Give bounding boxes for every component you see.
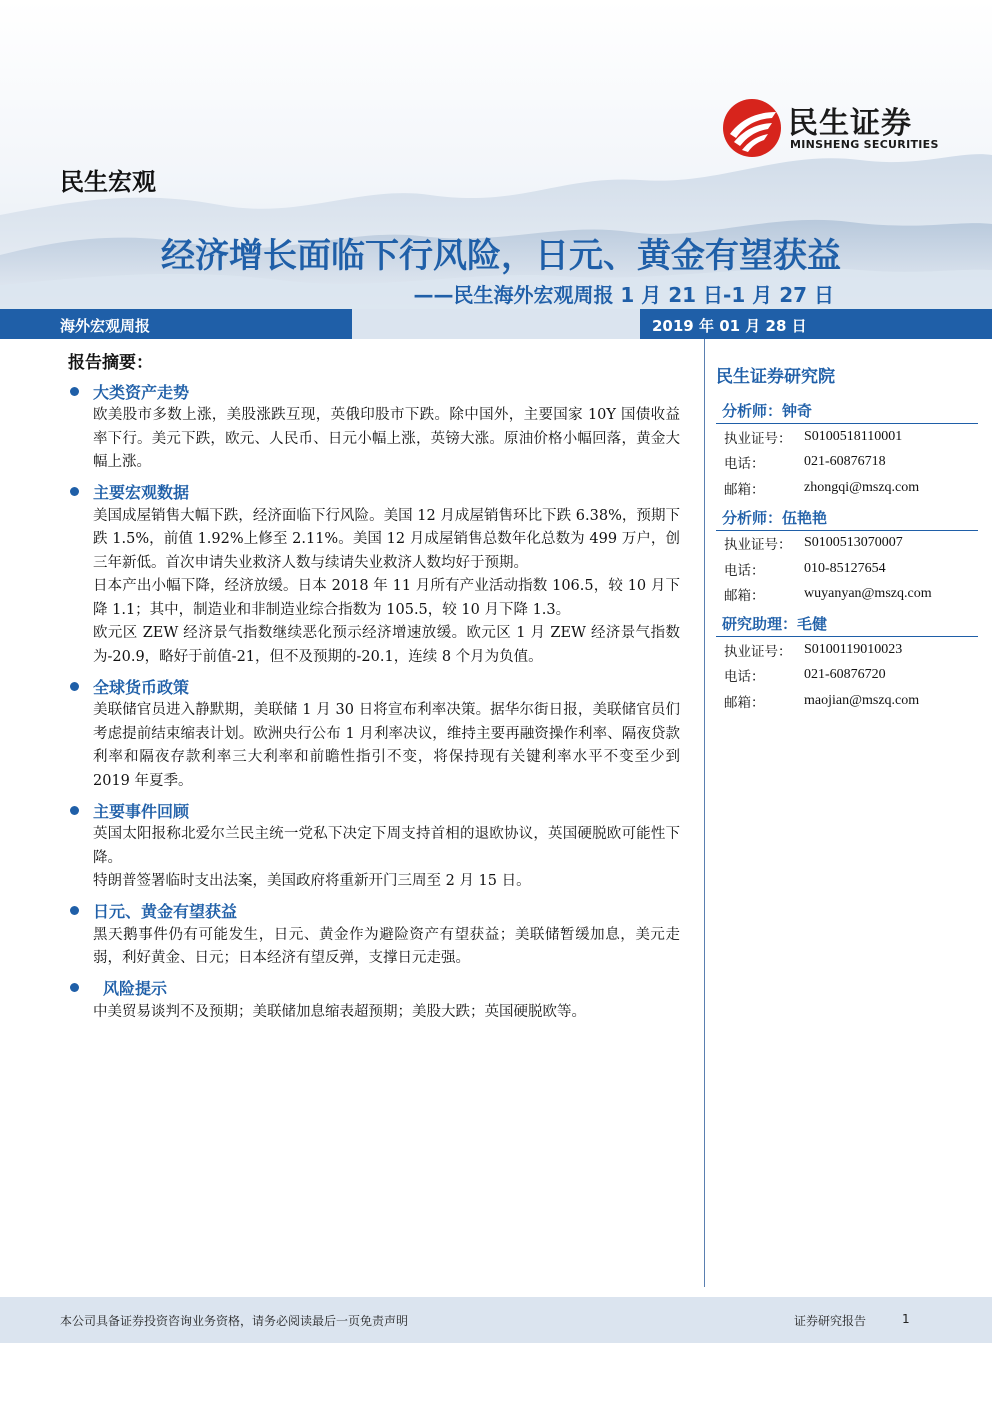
section-tag: 民生宏观 <box>60 168 156 196</box>
report-subtitle: ——民生海外宏观周报 1 月 21 日-1 月 27 日 <box>413 283 834 307</box>
section-paragraph: 黑天鹅事件仍有可能发生，日元、黄金作为避险资产有望获益；美联储暂缓加息，美元走弱，利好黄金、日元；日本经济有望反弹，支撑日元走强。 <box>93 926 680 966</box>
section-header <box>64 378 680 404</box>
info-value: 010-85127654 <box>804 560 886 576</box>
info-value: 021-60876718 <box>804 454 886 470</box>
analyst-info-row <box>716 475 978 501</box>
band-middle-block <box>352 309 640 339</box>
info-value: zhongqi@mszq.com <box>804 479 920 495</box>
section-header <box>64 797 680 823</box>
section-paragraph: 日本产出小幅下降，经济放缓。日本 2018 年 11 月所有产业活动指数 106.5，较 10 月下降 1.1；其中，制造业和非制造业综合指数为 105.5，较 10 月下降 1.3。 <box>93 578 680 618</box>
section-title: 日元、黄金有望获益 <box>93 902 238 921</box>
info-value: S0100518110001 <box>804 428 903 444</box>
section-title: 主要宏观数据 <box>93 483 190 502</box>
summary-section <box>64 898 680 971</box>
report-category: 海外宏观周报 <box>60 317 151 335</box>
section-header <box>64 479 680 505</box>
summary-content <box>64 378 680 1028</box>
section-paragraph: 美联储官员进入静默期，美联储 1 月 30 日将宣布利率决策。据华尔街日报，美联储官员们考虑提前结束缩表计划。欧洲央行公布 1 月利率决议，维持主要再融资操作利率、隔夜贷款利率和隔夜存款利率三大利率和前瞻性指引不变，将保持现有关键利率水平不变至少到 2019 年夏季。 <box>93 702 680 789</box>
info-key: 电话： <box>724 669 765 686</box>
analyst-info-row <box>716 450 978 476</box>
summary-section <box>64 797 680 894</box>
column-divider <box>704 339 705 1287</box>
minsheng-logo-icon <box>722 98 782 158</box>
info-key: 邮箱： <box>724 481 765 498</box>
info-key: 电话： <box>724 562 765 579</box>
info-value: maojian@mszq.com <box>804 692 920 708</box>
section-header <box>64 898 680 924</box>
analyst-card <box>716 611 978 714</box>
section-header <box>64 673 680 699</box>
info-key: 邮箱： <box>724 588 765 605</box>
info-key: 执业证号： <box>724 537 792 554</box>
page-number: 1 <box>902 1312 910 1326</box>
analyst-info-row <box>716 688 978 714</box>
footer-disclaimer: 本公司具备证券投资咨询业务资格，请务必阅读最后一页免责声明 <box>60 1314 409 1328</box>
analyst-info-row <box>716 582 978 608</box>
section-header <box>64 975 680 1001</box>
bullet-icon <box>70 387 79 396</box>
summary-section <box>64 975 680 1025</box>
bullet-icon <box>70 806 79 815</box>
analyst-info-row <box>716 637 978 663</box>
section-title: 大类资产走势 <box>93 382 190 402</box>
summary-heading: 报告摘要： <box>68 353 153 373</box>
analyst-info-row <box>716 531 978 557</box>
bullet-icon <box>70 983 79 992</box>
info-band <box>0 309 992 339</box>
section-paragraph: 欧元区 ZEW 经济景气指数继续恶化预示经济增速放缓。欧元区 1 月 ZEW 经济景气指数为-20.9，略好于前值-21，但不及预期的-20.1，连续 8 个月为负值。 <box>93 625 680 665</box>
analyst-name: 分析师：钟奇 <box>716 398 978 424</box>
bullet-icon <box>70 906 79 915</box>
footer-report-type: 证券研究报告 <box>794 1314 867 1328</box>
bullet-icon <box>70 682 79 691</box>
brand-name-cn: 民生证券 <box>788 106 912 141</box>
summary-section <box>64 479 680 670</box>
info-value: wuyanyan@mszq.com <box>804 586 932 602</box>
info-key: 电话： <box>724 456 765 473</box>
info-key: 执业证号： <box>724 430 792 447</box>
section-title: 风险提示 <box>103 979 168 998</box>
analyst-info-row <box>716 424 978 450</box>
analyst-info-row <box>716 663 978 689</box>
section-title: 全球货币政策 <box>93 677 190 697</box>
info-value: S0100119010023 <box>804 641 903 657</box>
analyst-sidebar <box>716 398 978 718</box>
section-paragraph: 特朗普签署临时支出法案，美国政府将重新开门三周至 2 月 15 日。 <box>93 873 531 889</box>
brand-logo <box>722 96 962 160</box>
report-date: 2019 年 01 月 28 日 <box>652 317 807 335</box>
analyst-card <box>716 505 978 608</box>
section-paragraph: 中美贸易谈判不及预期；美联储加息缩表超预期；美股大跌；英国硬脱欧等。 <box>93 1003 586 1020</box>
summary-section <box>64 673 680 793</box>
report-title: 经济增长面临下行风险，日元、黄金有望获益 <box>161 236 841 276</box>
page-footer <box>0 1297 992 1343</box>
section-paragraph: 英国太阳报称北爱尔兰民主统一党私下决定下周支持首相的退欧协议，英国硬脱欧可能性下降。 <box>93 826 680 866</box>
research-institute: 民生证券研究院 <box>716 367 835 387</box>
info-key: 执业证号： <box>724 643 792 660</box>
bullet-icon <box>70 487 79 496</box>
info-value: S0100513070007 <box>804 535 903 551</box>
info-key: 邮箱： <box>724 694 765 711</box>
analyst-card <box>716 398 978 501</box>
band-left-block <box>0 309 352 339</box>
analyst-info-row <box>716 556 978 582</box>
info-value: 021-60876720 <box>804 667 886 683</box>
section-title: 主要事件回顾 <box>93 801 190 821</box>
analyst-name: 研究助理：毛健 <box>716 611 978 637</box>
section-paragraph: 欧美股市多数上涨，美股涨跌互现，英俄印股市下跌。除中国外，主要国家 10Y 国债收益率下行。美元下跌，欧元、人民币、日元小幅上涨，英镑大涨。原油价格小幅回落，黄金大幅上涨。 <box>93 407 680 470</box>
section-paragraph: 美国成屋销售大幅下跌，经济面临下行风险。美国 12 月成屋销售环比下跌 6.38%，预期下跌 1.5%，前值 1.92%上修至 2.11%。美国 12 月成屋销售总数年化总数为 499 万户，创三年新低。首次申请失业救济人数与续请失业救济人数均好于预期。 <box>93 507 680 571</box>
analyst-name: 分析师：伍艳艳 <box>716 505 978 531</box>
summary-section <box>64 378 680 475</box>
brand-name-en: MINSHENG SECURITIES <box>790 138 939 151</box>
